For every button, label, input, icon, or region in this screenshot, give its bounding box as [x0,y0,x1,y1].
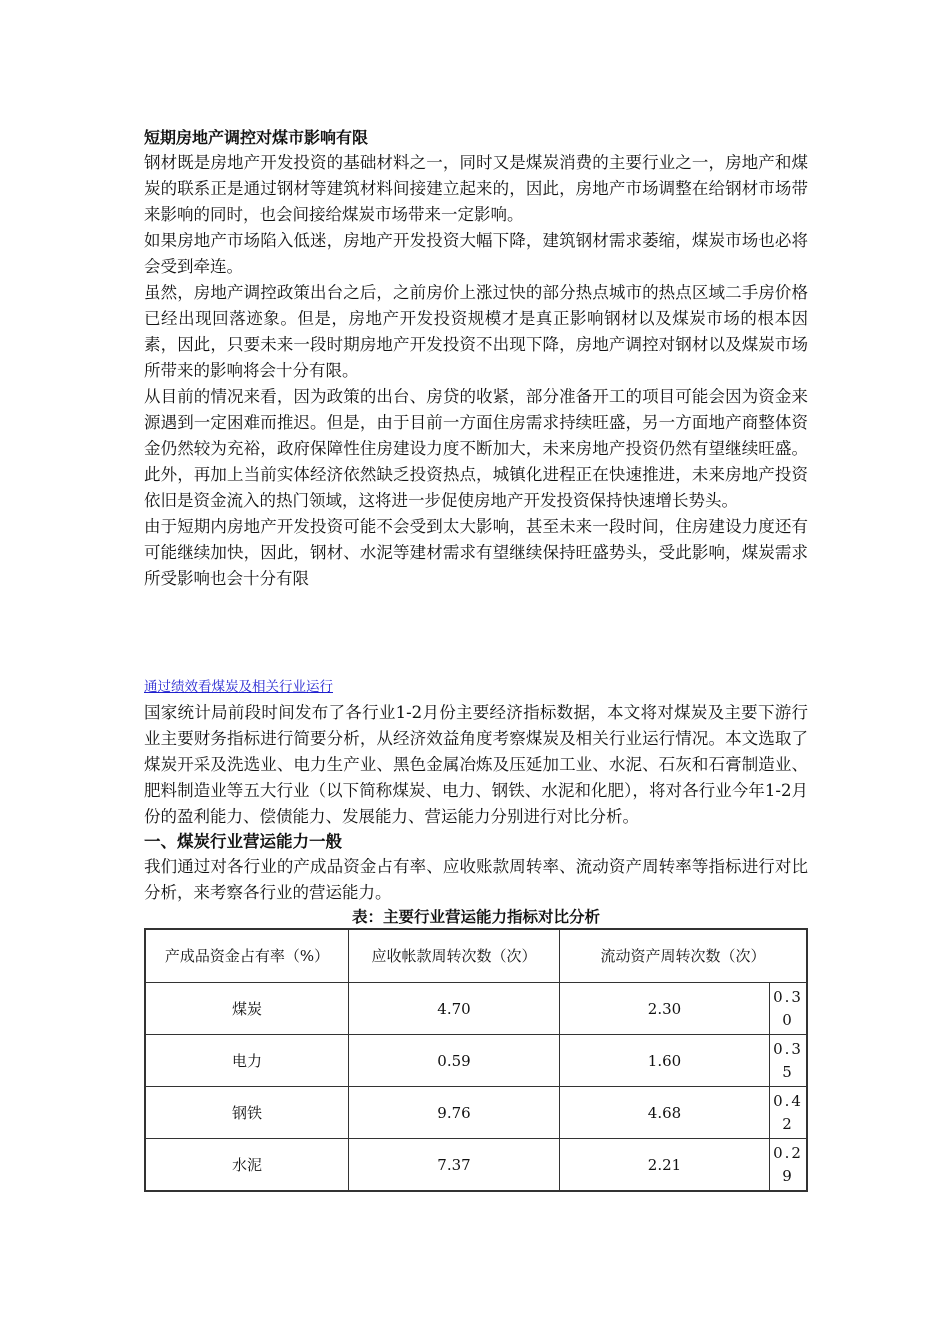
table-cell: 水泥 [145,1139,349,1192]
table-cell: 0.29 [770,1139,808,1192]
article-paragraph: 如果房地产市场陷入低迷，房地产开发投资大幅下降，建筑钢材需求萎缩，煤炭市场也必将会受到牵连。 [144,231,808,276]
table-header: 应收帐款周转次数（次） [349,929,560,983]
table-cell: 煤炭 [145,983,349,1035]
table-cell: 2.30 [560,983,770,1035]
table-header: 流动资产周转次数（次） [560,929,808,983]
section-title: 一、煤炭行业营运能力一般 [144,832,342,851]
article-link[interactable]: 通过绩效看煤炭及相关行业运行 [144,679,333,695]
table-cell: 7.37 [349,1139,560,1192]
table-header: 产成品资金占有率（%） [145,929,349,983]
table-caption: 表：主要行业营运能力指标对比分析 [351,908,600,926]
table-cell: 钢铁 [145,1087,349,1139]
table-cell: 电力 [145,1035,349,1087]
article-paragraph: 从目前的情况来看，因为政策的出台、房贷的收紧，部分准备开工的项目可能会因为资金来源遇到一定困难而推迟。但是，由于目前一方面住房需求持续旺盛，另一方面地产商整体资金仍然较为充裕，政府保障性住房建设力度不断加大，未来房地产投资仍然有望继续旺盛。此外，再加上当前实体经济依然缺乏投资热点，城镇化进程正在快速推进，未来房地产投资依旧是资金流入的热门领域，这将进一步促使房地产开发投资保持快速增长势头。 [144,387,808,510]
table-row [145,1035,807,1087]
table-header-row [145,929,807,983]
intro-paragraph: 国家统计局前段时间发布了各行业1-2月份主要经济指标数据，本文将对煤炭及主要下游行业主要财务指标进行简要分析，从经济效益角度考察煤炭及相关行业运行情况。本文选取了煤炭开采及洗选业、电力生产业、黑色金属冶炼及压延加工业、水泥、石灰和石膏制造业、肥料制造业等五大行业（以下简称煤炭、电力、钢铁、水泥和化肥），将对各行业今年1-2月份的盈利能力、偿债能力、发展能力、营运能力分别进行对比分析。 [144,703,808,826]
table-cell: 2.21 [560,1139,770,1192]
table-cell: 4.68 [560,1087,770,1139]
table-row [145,1087,807,1139]
table-cell: 9.76 [349,1087,560,1139]
table-cell: 0.30 [770,983,808,1035]
document-body [144,126,808,1192]
table-cell: 0.59 [349,1035,560,1087]
table-cell: 0.35 [770,1035,808,1087]
table-cell: 0.42 [770,1087,808,1139]
metrics-table [144,928,808,1192]
table-cell: 1.60 [560,1035,770,1087]
table-cell: 4.70 [349,983,560,1035]
article-paragraph: 钢材既是房地产开发投资的基础材料之一，同时又是煤炭消费的主要行业之一，房地产和煤炭的联系正是通过钢材等建筑材料间接建立起来的，因此，房地产市场调整在给钢材市场带来影响的同时，也会间接给煤炭市场带来一定影响。 [144,153,808,224]
blank-space [144,592,808,674]
article-paragraph: 虽然，房地产调控政策出台之后，之前房价上涨过快的部分热点城市的热点区域二手房价格已经出现回落迹象。但是，房地产开发投资规模才是真正影响钢材以及煤炭市场的根本因素，因此，只要未来一段时期房地产开发投资不出现下降，房地产调控对钢材以及煤炭市场所带来的影响将会十分有限。 [144,283,808,380]
article-title: 短期房地产调控对煤市影响有限 [144,128,369,147]
table-row [145,983,807,1035]
section-paragraph: 我们通过对各行业的产成品资金占有率、应收账款周转率、流动资产周转率等指标进行对比分析，来考察各行业的营运能力。 [144,857,808,902]
table-row [145,1139,807,1192]
article-paragraph: 由于短期内房地产开发投资可能不会受到太大影响，甚至未来一段时间，住房建设力度还有可能继续加快，因此，钢材、水泥等建材需求有望继续保持旺盛势头，受此影响，煤炭需求所受影响也会十分有限 [144,517,808,588]
